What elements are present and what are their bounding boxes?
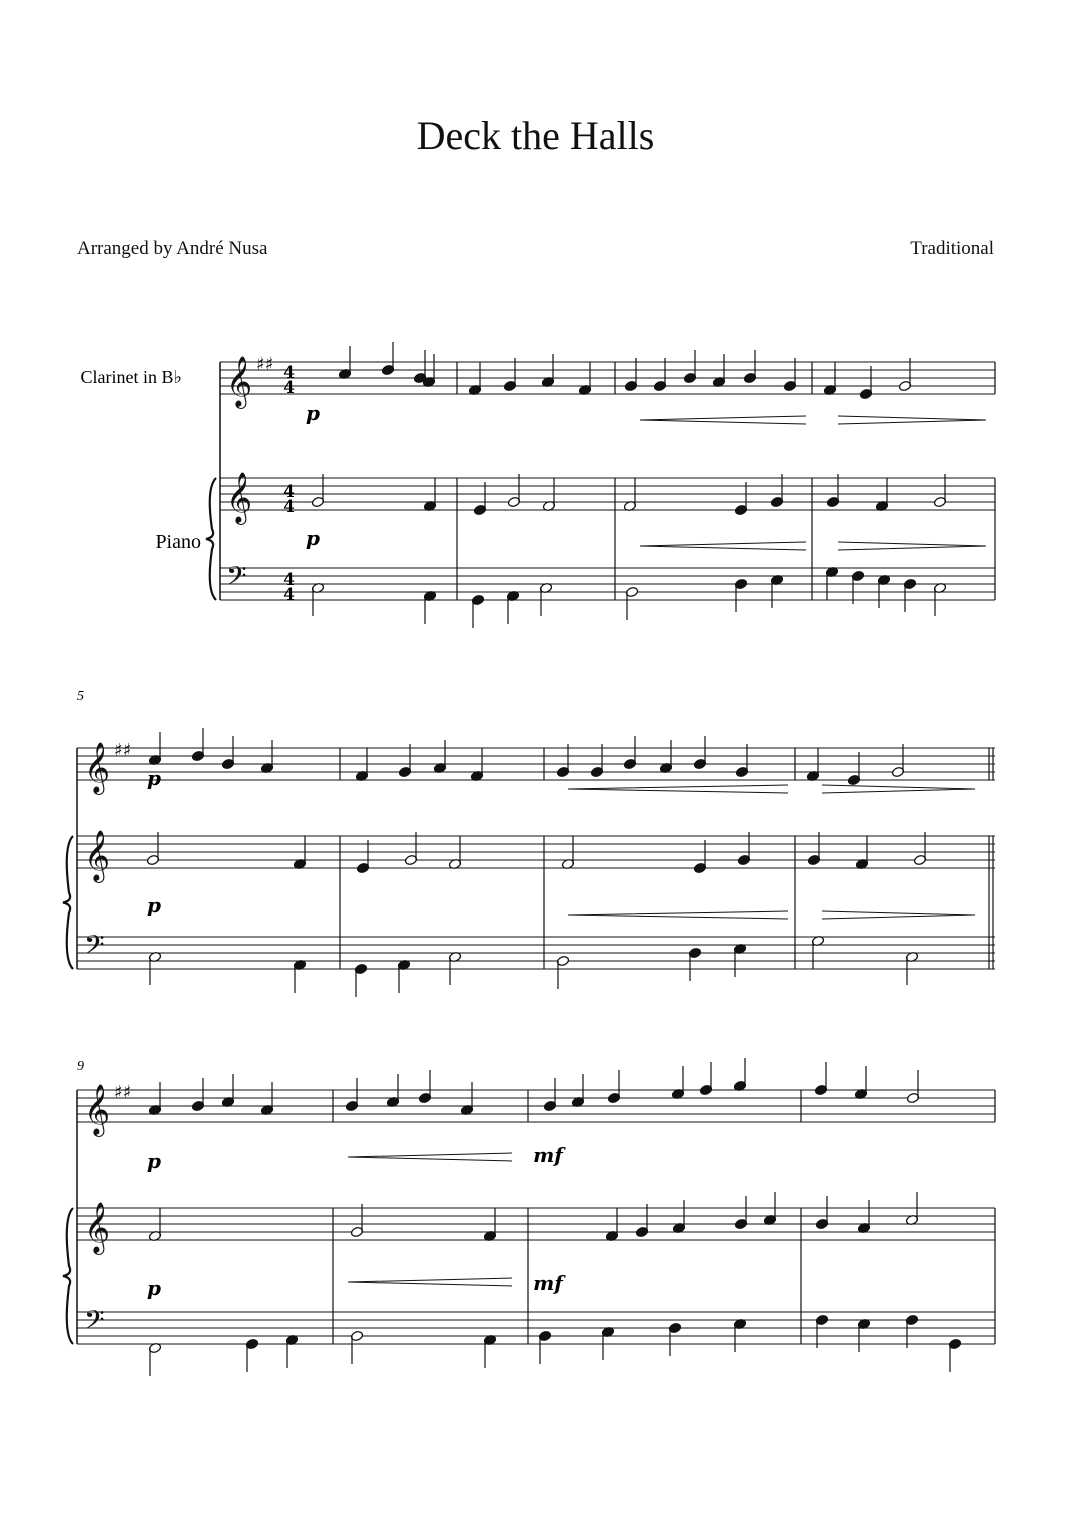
system-3-piano-treble-clef: 𝄞 (84, 1202, 111, 1253)
sys1-clarinet-note (653, 358, 666, 392)
system-1-piano-treble-clef: 𝄞 (226, 472, 253, 523)
sys1-piano-rh-note (507, 474, 520, 508)
sys3-clarinet-note (191, 1078, 204, 1112)
sys3-clarinet-note (699, 1062, 712, 1096)
sys1-piano-rh-note (826, 474, 839, 508)
sys2-piano-lh-note (556, 955, 569, 989)
system-2-piano-treble-clef: 𝄞 (84, 830, 111, 881)
sys1-clarinet-note (683, 350, 696, 384)
system-1-clarinet-key-signature: ♯♯ (256, 354, 274, 375)
sys3-clarinet-note (571, 1074, 584, 1108)
clarinet-time-sig-bottom: 4 (283, 378, 295, 398)
sys2-piano-rh-note (855, 836, 868, 870)
sys3-piano-lh-note (948, 1338, 961, 1372)
sys3-clarinet-note (671, 1066, 684, 1100)
system-3-piano-lh-staff (77, 1312, 995, 1344)
sys1-clarinet-note (413, 350, 426, 384)
sys2-piano-lh-note (397, 959, 410, 993)
sys3-piano-rh-note (148, 1208, 161, 1242)
sys2-piano-lh-note (148, 951, 161, 985)
sys1-piano-lh-note (506, 590, 519, 624)
sys2-piano-rh-note (693, 840, 706, 874)
sys1-piano-lh-note (770, 574, 783, 608)
system-3-piano-rh-staff (77, 1208, 995, 1240)
sys3-clarinet-note (814, 1062, 827, 1096)
sys3-clarinet-note (543, 1078, 556, 1112)
sys2-piano-lh-note (811, 935, 824, 969)
sys1-piano-rh-note (623, 478, 636, 512)
sys1-clarinet-crescendo (640, 416, 806, 424)
composer-credit: Traditional (910, 238, 994, 259)
score-title: Deck the Halls (416, 113, 655, 158)
sys2-piano-decrescendo (822, 911, 975, 919)
sys2-clarinet-note (590, 744, 603, 778)
sys3-clarinet-note (607, 1070, 620, 1104)
sys2-piano-rh-note (561, 836, 574, 870)
sys3-piano-rh-note (635, 1204, 648, 1238)
system-2-piano-lh-staff (77, 937, 995, 969)
sys3-piano-lh-note (483, 1334, 496, 1368)
sys2-piano-rh-note (293, 836, 306, 870)
sys2-clarinet-note (693, 736, 706, 770)
sys1-piano-rh-note (423, 478, 436, 512)
dynamic-clarinet-sys3-mf: mf (533, 1143, 563, 1167)
sys2-piano-rh-note (448, 836, 461, 870)
sys3-piano-lh-note (857, 1318, 870, 1352)
sys1-clarinet-note (898, 358, 911, 392)
sys1-piano-rh-note (473, 482, 486, 516)
sys1-clarinet-note (381, 342, 394, 376)
measure-number-5: 5 (77, 689, 84, 704)
clarinet-time-sig-top: 4 (283, 363, 295, 383)
sys2-clarinet-note (433, 740, 446, 774)
sys1-piano-lh-note (423, 590, 436, 624)
piano-rh-time-sig-top: 4 (283, 482, 295, 502)
sys3-piano-rh-note (483, 1208, 496, 1242)
sys2-clarinet-note (847, 752, 860, 786)
sys1-clarinet-decrescendo (838, 416, 986, 424)
sys1-piano-lh-note (311, 582, 324, 616)
sys3-clarinet-note (418, 1070, 431, 1104)
clarinet-instrument-label: Clarinet in B♭ (80, 367, 182, 387)
sys3-clarinet-note (854, 1066, 867, 1100)
sys2-clarinet-note (659, 740, 672, 774)
systems-layer (63, 342, 995, 1376)
dynamic-piano-sys2: p (147, 893, 161, 917)
sys1-clarinet-note (422, 354, 435, 388)
arranger-credit: Arranged by André Nusa (77, 238, 268, 259)
sys1-piano-rh-note (933, 474, 946, 508)
sys2-clarinet-note (891, 744, 904, 778)
sys2-piano-rh-note (737, 832, 750, 866)
sys1-piano-lh-note (734, 578, 747, 612)
system-3-piano-bass-clef: 𝄢 (84, 1304, 105, 1342)
sys3-clarinet-note (148, 1082, 161, 1116)
sys1-clarinet-note (338, 346, 351, 380)
piano-rh-time-sig-bottom: 4 (283, 497, 295, 517)
measure-number-9: 9 (77, 1059, 84, 1074)
system-2-piano-brace (63, 836, 73, 969)
sys1-piano-lh-note (471, 594, 484, 628)
sys1-piano-decrescendo (838, 542, 986, 550)
sys2-clarinet-note (191, 728, 204, 762)
sys1-piano-rh-note (311, 474, 324, 508)
sys2-piano-rh-note (356, 840, 369, 874)
sys1-clarinet-note (468, 362, 481, 396)
piano-instrument-label: Piano (155, 531, 201, 553)
sys1-piano-lh-note (539, 582, 552, 616)
sys1-piano-lh-note (625, 586, 638, 620)
system-1-piano-brace (206, 478, 216, 600)
sys3-piano-rh-note (763, 1192, 776, 1226)
system-1-clarinet-staff (220, 362, 995, 394)
sys1-piano-rh-note (875, 478, 888, 512)
sys1-clarinet-note (823, 362, 836, 396)
sys3-clarinet-note (221, 1074, 234, 1108)
sys3-clarinet-note (733, 1058, 746, 1092)
sys3-clarinet-note (906, 1070, 919, 1104)
sys2-piano-lh-note (354, 963, 367, 997)
sys2-piano-lh-note (905, 951, 918, 985)
sys1-clarinet-note (503, 358, 516, 392)
sys2-clarinet-note (806, 748, 819, 782)
sys3-clarinet-crescendo (348, 1153, 512, 1161)
sys1-clarinet-note (783, 358, 796, 392)
sys2-piano-lh-note (733, 943, 746, 977)
sys3-piano-lh-note (245, 1338, 258, 1372)
dynamic-clarinet-sys1: p (306, 401, 320, 425)
sys2-clarinet-note (735, 744, 748, 778)
sys2-piano-lh-note (448, 951, 461, 985)
sys3-piano-rh-note (734, 1196, 747, 1230)
sys1-clarinet-note (624, 358, 637, 392)
sys2-clarinet-note (221, 736, 234, 770)
sys3-clarinet-note (460, 1082, 473, 1116)
sys3-clarinet-note (386, 1074, 399, 1108)
sys2-piano-lh-note (688, 947, 701, 981)
sys3-piano-rh-note (815, 1196, 828, 1230)
dynamic-piano-sys1: p (306, 526, 320, 550)
sys3-clarinet-note (260, 1082, 273, 1116)
sys1-piano-lh-note (903, 578, 916, 612)
sys3-piano-lh-note (350, 1330, 363, 1364)
sys3-piano-rh-note (350, 1204, 363, 1238)
system-3-clarinet-key-signature: ♯♯ (114, 1082, 132, 1103)
sys2-clarinet-crescendo (568, 785, 788, 793)
sys2-clarinet-note (260, 740, 273, 774)
sys3-piano-lh-note (148, 1342, 161, 1376)
dynamic-clarinet-sys2: p (147, 766, 161, 790)
dynamic-piano-sys3-mf: mf (533, 1271, 563, 1295)
piano-lh-time-sig-top: 4 (283, 570, 295, 590)
sys1-piano-lh-note (825, 566, 838, 600)
dynamic-piano-sys3: p (147, 1276, 161, 1300)
sys3-piano-rh-note (605, 1208, 618, 1242)
sys3-piano-lh-note (601, 1326, 614, 1360)
sys2-piano-rh-note (913, 832, 926, 866)
sys3-piano-rh-note (672, 1200, 685, 1234)
sys2-clarinet-decrescendo (822, 785, 975, 793)
sys2-piano-rh-note (404, 832, 417, 866)
sys1-piano-rh-note (734, 482, 747, 516)
sys2-clarinet-note (355, 748, 368, 782)
sys3-piano-rh-note (905, 1192, 918, 1226)
piano-lh-time-sig-bottom: 4 (283, 585, 295, 605)
sys1-piano-rh-note (542, 478, 555, 512)
sys1-piano-lh-note (877, 574, 890, 608)
sys2-clarinet-note (470, 748, 483, 782)
sys1-clarinet-note (743, 350, 756, 384)
sys3-piano-crescendo (348, 1278, 512, 1286)
sys2-piano-rh-note (807, 832, 820, 866)
system-2-clarinet-key-signature: ♯♯ (114, 740, 132, 761)
sys2-clarinet-note (148, 732, 161, 766)
sys1-clarinet-note (712, 354, 725, 388)
system-2-clarinet-treble-clef: 𝄞 (84, 742, 111, 793)
sys1-clarinet-note (859, 366, 872, 400)
sys1-piano-lh-note (933, 582, 946, 616)
sys3-piano-lh-note (733, 1318, 746, 1352)
dynamic-clarinet-sys3: p (147, 1149, 161, 1173)
sys2-piano-rh-note (146, 832, 159, 866)
sys3-piano-lh-note (905, 1314, 918, 1348)
sys1-clarinet-note (578, 362, 591, 396)
sys3-piano-lh-note (538, 1330, 551, 1364)
sys2-piano-crescendo (568, 911, 788, 919)
sys3-piano-rh-note (857, 1200, 870, 1234)
sys3-piano-lh-note (815, 1314, 828, 1348)
sys3-piano-lh-note (285, 1334, 298, 1368)
sys2-clarinet-note (623, 736, 636, 770)
system-2-piano-bass-clef: 𝄢 (84, 929, 105, 967)
system-1-clarinet-treble-clef: 𝄞 (226, 356, 253, 407)
sys2-clarinet-note (556, 744, 569, 778)
sys1-piano-crescendo (640, 542, 806, 550)
sys2-piano-lh-note (293, 959, 306, 993)
sys3-piano-lh-note (668, 1322, 681, 1356)
sys1-piano-lh-note (851, 570, 864, 604)
system-2-clarinet-staff (77, 748, 995, 780)
system-3-piano-brace (63, 1208, 73, 1344)
sys3-clarinet-note (345, 1078, 358, 1112)
sys2-clarinet-note (398, 744, 411, 778)
sys1-clarinet-note (541, 354, 554, 388)
system-1-piano-bass-clef: 𝄢 (226, 560, 247, 598)
sys1-piano-rh-note (770, 474, 783, 508)
system-3-clarinet-treble-clef: 𝄞 (84, 1084, 111, 1135)
